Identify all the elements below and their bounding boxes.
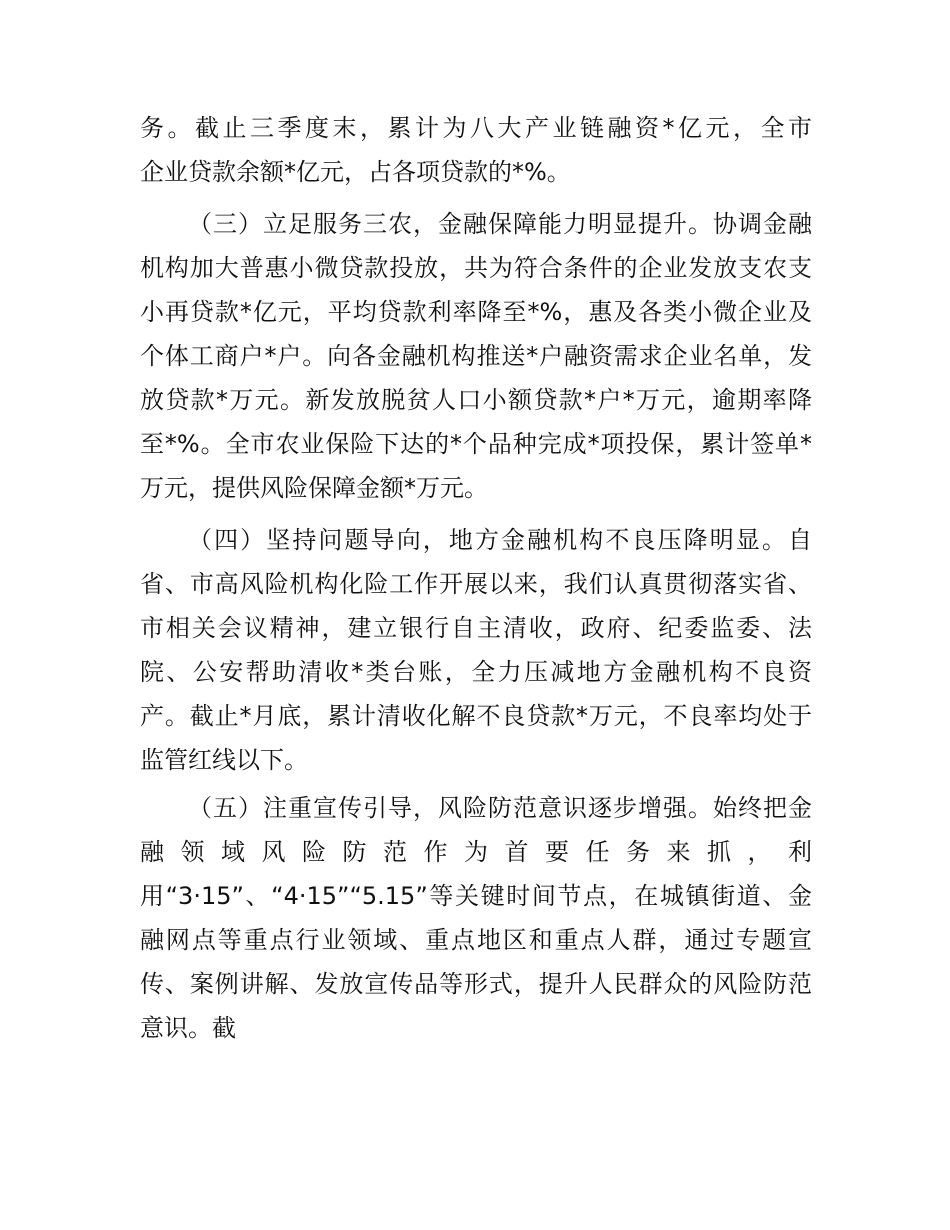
paragraph-2-line-6: 至*%。全市农业保险下达的*个品种完成*项投保，累计签单* (140, 430, 812, 458)
paragraph-3-line-1: （四）坚持问题导向，地方金融机构不良压降明显。自 (188, 526, 812, 554)
paragraph-3-line-6: 监管红线以下。 (140, 746, 308, 774)
paragraph-4-line-3: 用“3·15”、“4·15”“5.15”等关键时间节点，在城镇街道、金 (140, 882, 812, 910)
paragraph-2-line-1: （三）立足服务三农，金融保障能力明显提升。协调金融 (188, 210, 812, 238)
paragraph-4-line-4: 融网点等重点行业领域、重点地区和重点人群，通过专题宣 (140, 926, 812, 954)
paragraph-2-line-7: 万元，提供风险保障金额*万元。 (140, 474, 488, 502)
paragraph-2-line-4: 个体工商户*户。向各金融机构推送*户融资需求企业名单，发 (140, 342, 812, 370)
paragraph-3-line-2: 省、市高风险机构化险工作开展以来，我们认真贯彻落实省、 (140, 570, 812, 598)
paragraph-2-line-3: 小再贷款*亿元，平均贷款利率降至*%，惠及各类小微企业及 (140, 298, 812, 326)
paragraph-3-line-4: 院、公安帮助清收*类台账，全力压减地方金融机构不良资 (140, 658, 812, 686)
paragraph-2-line-5: 放贷款*万元。新发放脱贫人口小额贷款*户*万元，逾期率降 (140, 386, 812, 414)
paragraph-4-line-5: 传、案例讲解、发放宣传品等形式，提升人民群众的风险防范 (140, 970, 812, 998)
paragraph-3-line-5: 产。截止*月底，累计清收化解不良贷款*万元，不良率均处于 (140, 702, 812, 730)
paragraph-1-line-2: 企业贷款余额*亿元，占各项贷款的*%。 (140, 158, 571, 186)
paragraph-3-line-3: 市相关会议精神，建立银行自主清收，政府、纪委监委、法 (140, 614, 812, 642)
paragraph-4-line-2: 融 领 域 风 险 防 范 作 为 首 要 任 务 来 抓 ， 利 (140, 838, 812, 866)
paragraph-2-line-2: 机构加大普惠小微贷款投放，共为符合条件的企业发放支农支 (140, 254, 812, 282)
paragraph-1-line-1: 务。截止三季度末，累计为八大产业链融资*亿元，全市 (140, 114, 812, 142)
paragraph-4-line-6: 意识。截 (140, 1014, 236, 1042)
paragraph-4-line-1: （五）注重宣传引导，风险防范意识逐步增强。始终把金 (188, 794, 812, 822)
